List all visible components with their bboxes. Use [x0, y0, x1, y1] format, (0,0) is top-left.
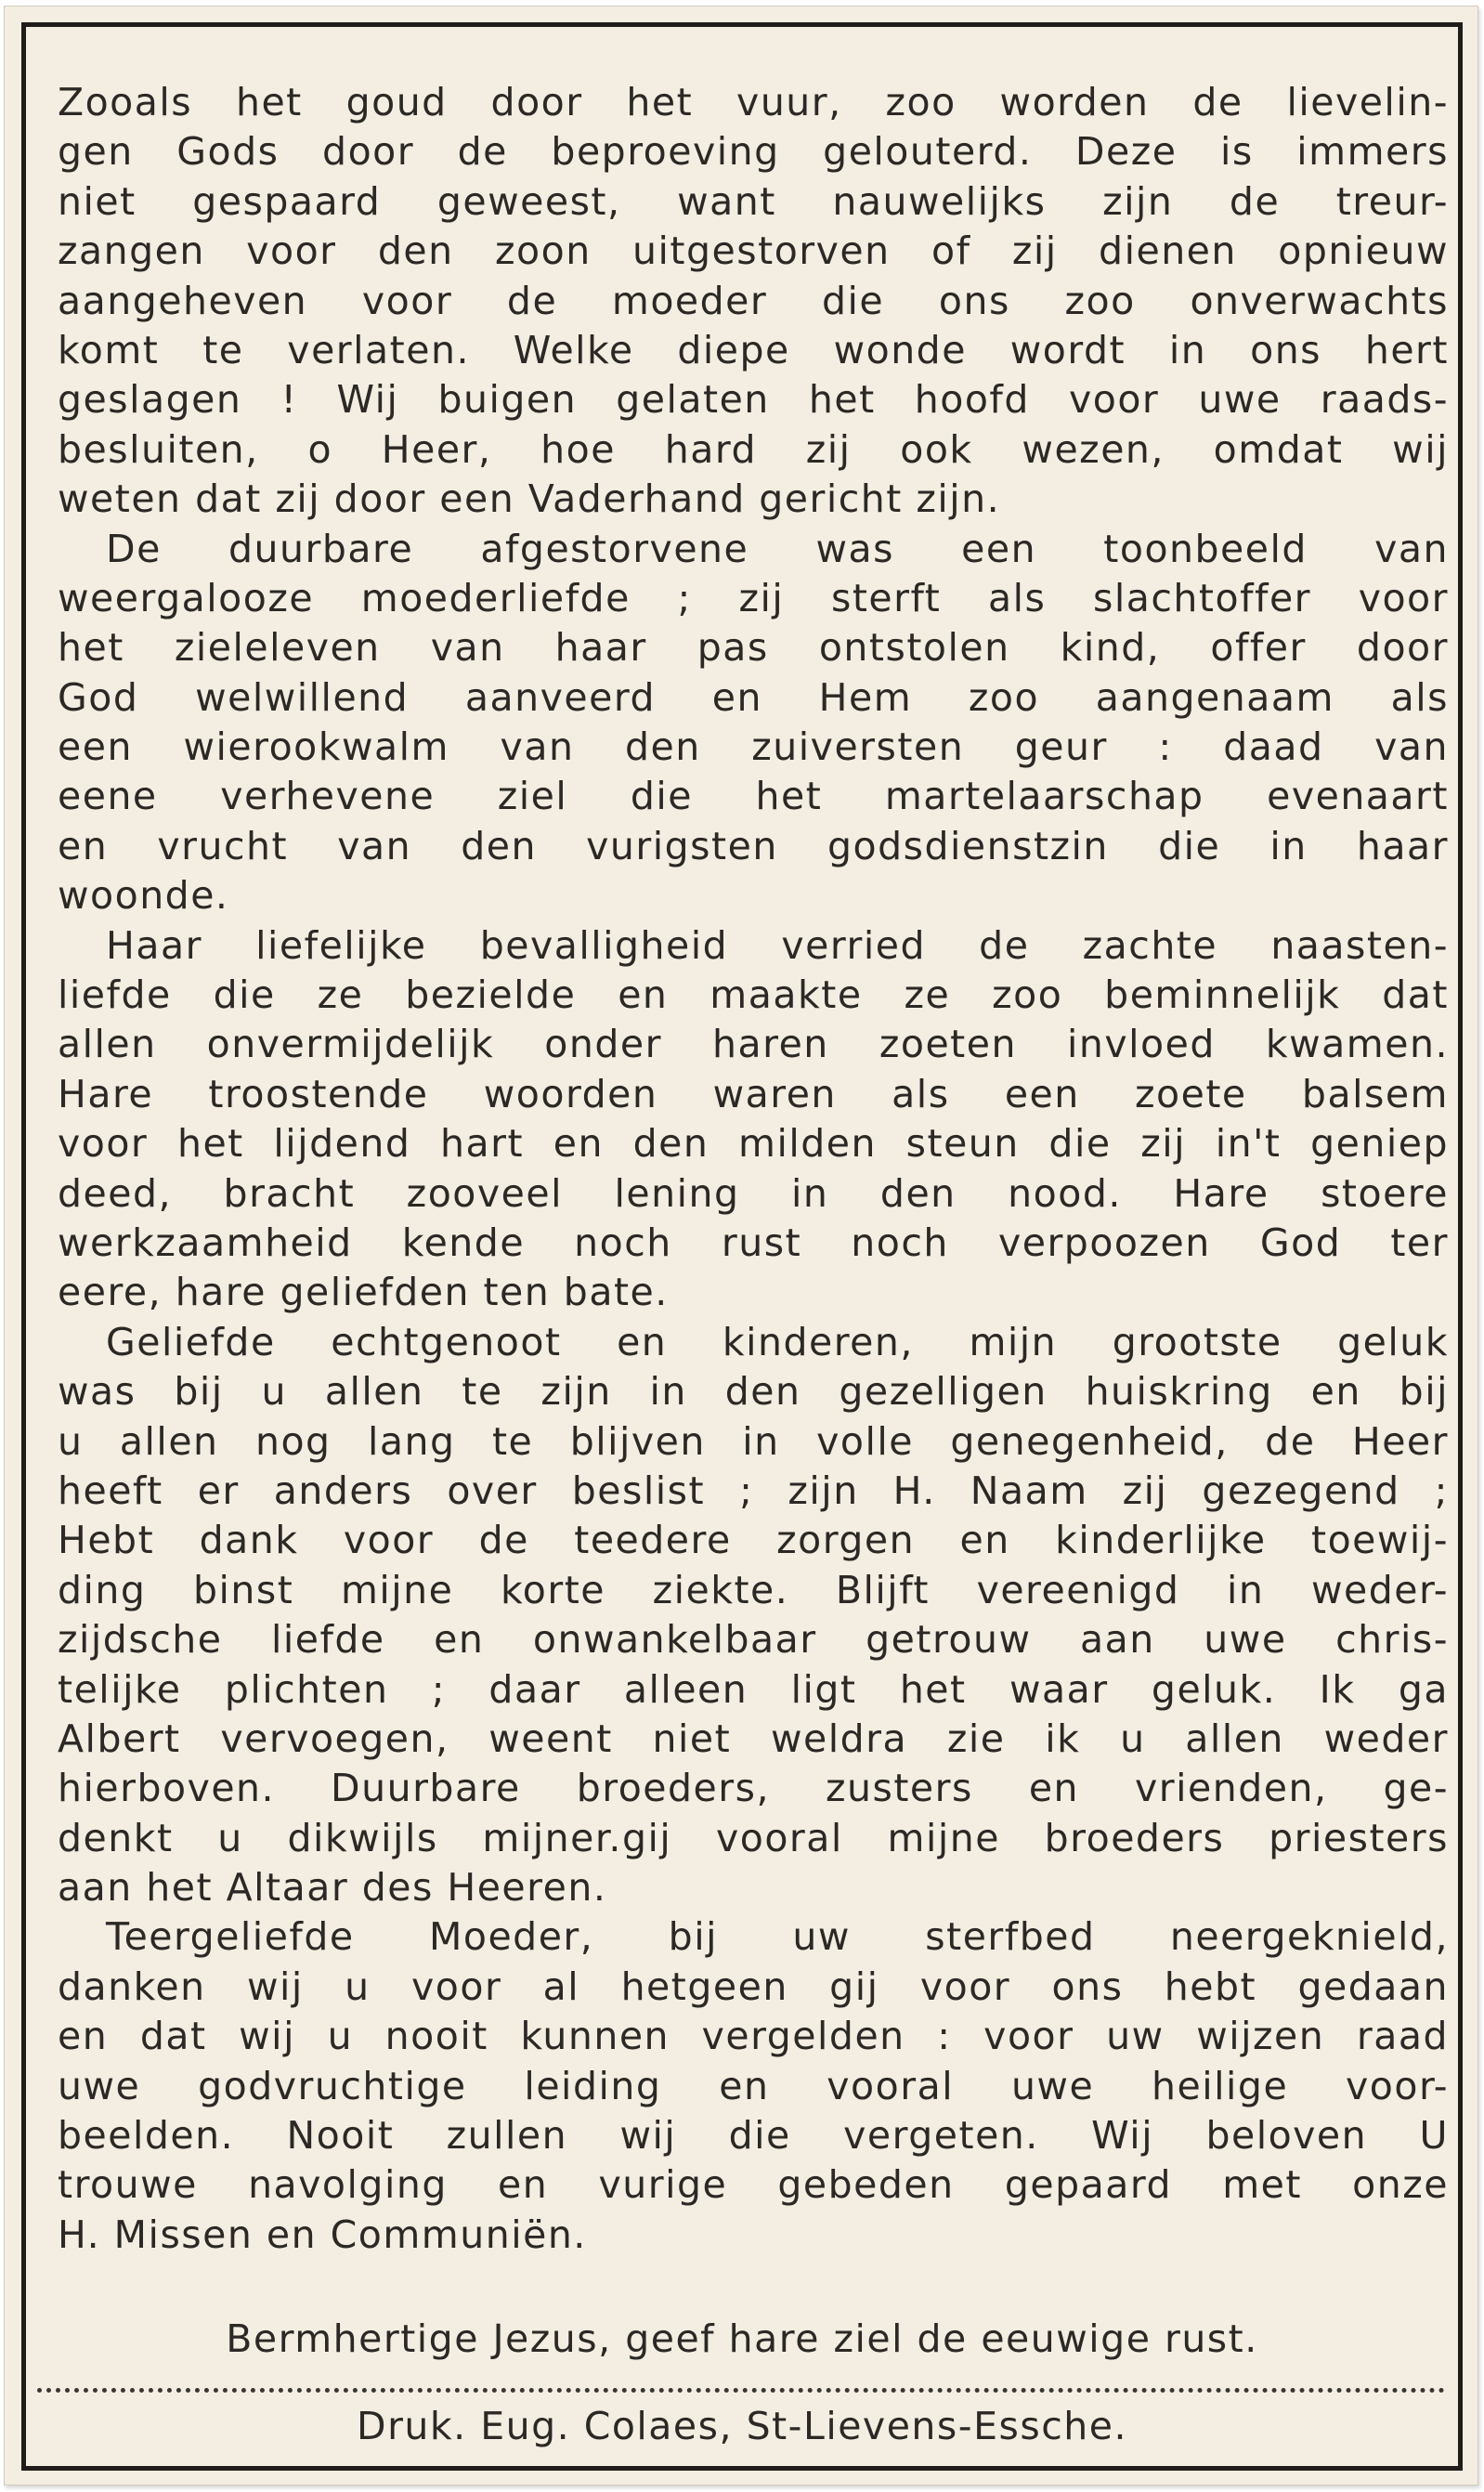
text-line: Hare troostende woorden waren als een zoete balsem	[58, 1071, 1449, 1116]
text-line: gen Gods door de beproeving gelouterd. Deze is immers	[58, 129, 1449, 175]
paragraph-4	[58, 1318, 1449, 1913]
text-line: aangeheven voor de moeder die ons zoo onverwachts	[58, 278, 1449, 323]
text-line: Albert vervoegen, weent niet weldra zie ik u allen weder	[58, 1716, 1449, 1761]
text-line: aan het Altaar des Heeren.	[58, 1865, 607, 1911]
text-line: werkzaamheid kende noch rust noch verpoozen God ter	[58, 1220, 1449, 1265]
text-line: woonde.	[58, 873, 229, 919]
text-line: was bij u allen te zijn in den gezelligen huiskring en bij	[58, 1369, 1449, 1415]
text-line: ding binst mijne korte ziekte. Blijft vereenigd in weder-	[58, 1567, 1449, 1612]
text-line: weten dat zij door een Vaderhand gericht zijn.	[58, 476, 1001, 522]
text-line: zangen voor den zoon uitgestorven of zij dienen opnieuw	[58, 228, 1449, 274]
text-line: liefde die ze bezielde en maakte ze zoo beminnelijk dat	[58, 972, 1449, 1018]
text-line: het zieleleven van haar pas ontstolen kind, offer door	[58, 625, 1449, 671]
paragraph-5	[58, 1912, 1449, 2260]
text-line: Teergeliefde Moeder, bij uw sterfbed neergeknield,	[106, 1914, 1449, 1960]
text-line: heeft er anders over beslist ; zijn H. Naam zij gezegend ;	[58, 1468, 1449, 1513]
text-line: God welwillend aanveerd en Hem zoo aangenaam als	[58, 674, 1449, 720]
closing-prayer: Bermhertige Jezus, geef hare ziel de eeuwige rust.	[226, 2316, 1258, 2361]
text-line: hierboven. Duurbare broeders, zusters en vrienden, ge-	[58, 1766, 1449, 1811]
printer-credit: Druk. Eug. Colaes, St-Lievens-Essche.	[357, 2404, 1127, 2448]
paragraph-2	[58, 525, 1449, 921]
text-line: De duurbare afgestorvene was een toonbeeld van	[106, 526, 1449, 571]
text-line: komt te verlaten. Welke diepe wonde wordt in ons hert	[58, 327, 1449, 372]
text-line: eene verhevene ziel die het martelaarschap evenaart	[58, 774, 1449, 819]
dotted-divider	[37, 2388, 1445, 2393]
text-line: weergalooze moederliefde ; zij sterft als slachtoffer voor	[58, 575, 1449, 620]
text-line: Haar liefelijke bevalligheid verried de zachte naasten-	[106, 922, 1449, 968]
text-line: zijdsche liefde en onwankelbaar getrouw aan uwe chris-	[58, 1617, 1449, 1663]
text-line: denkt u dikwijls mijner.gij vooral mijne broeders priesters	[58, 1815, 1449, 1860]
text-line: u allen nog lang te blijven in volle genegenheid, de Heer	[58, 1418, 1449, 1464]
text-line: eere, hare geliefden ten bate.	[58, 1270, 669, 1315]
text-line: telijke plichten ; daar alleen ligt het waar geluk. Ik ga	[58, 1666, 1449, 1712]
text-line: en vrucht van den vurigsten godsdienstzin die in haar	[58, 823, 1449, 868]
paragraph-3	[58, 921, 1449, 1318]
text-line: en dat wij u nooit kunnen vergelden : voor uw wijzen raad	[58, 2014, 1449, 2059]
text-line: Hebt dank voor de teedere zorgen en kinderlijke toewij-	[58, 1518, 1449, 1563]
text-line: niet gespaard geweest, want nauwelijks zijn de treur-	[58, 178, 1449, 224]
text-line: H. Missen en Communiën.	[58, 2211, 587, 2257]
text-line: uwe godvruchtige leiding en vooral uwe heilige voor-	[58, 2063, 1449, 2108]
text-line: besluiten, o Heer, hoe hard zij ook wezen, omdat wij	[58, 426, 1449, 472]
text-line: beelden. Nooit zullen wij die vergeten. Wij beloven U	[58, 2113, 1449, 2159]
text-line: Geliefde echtgenoot en kinderen, mijn grootste geluk	[106, 1319, 1449, 1364]
text-line: danken wij u voor al hetgeen gij voor ons hebt gedaan	[58, 1964, 1449, 2009]
text-line: geslagen ! Wij buigen gelaten het hoofd voor uwe raads-	[58, 377, 1449, 423]
paragraph-1	[58, 78, 1449, 525]
text-line: Zooals het goud door het vuur, zoo worden de lievelin-	[58, 80, 1449, 124]
text-line: allen onvermijdelijk onder haren zoeten invloed kwamen.	[58, 1022, 1449, 1067]
memorial-text	[58, 78, 1449, 2260]
text-line: voor het lijdend hart en den milden steun die zij in't geniep	[58, 1121, 1449, 1167]
text-line: deed, bracht zooveel lening in den nood. Hare stoere	[58, 1170, 1449, 1216]
text-line: trouwe navolging en vurige gebeden gepaard met onze	[58, 2162, 1449, 2208]
text-line: een wierookwalm van den zuiversten geur : daad van	[58, 724, 1449, 770]
